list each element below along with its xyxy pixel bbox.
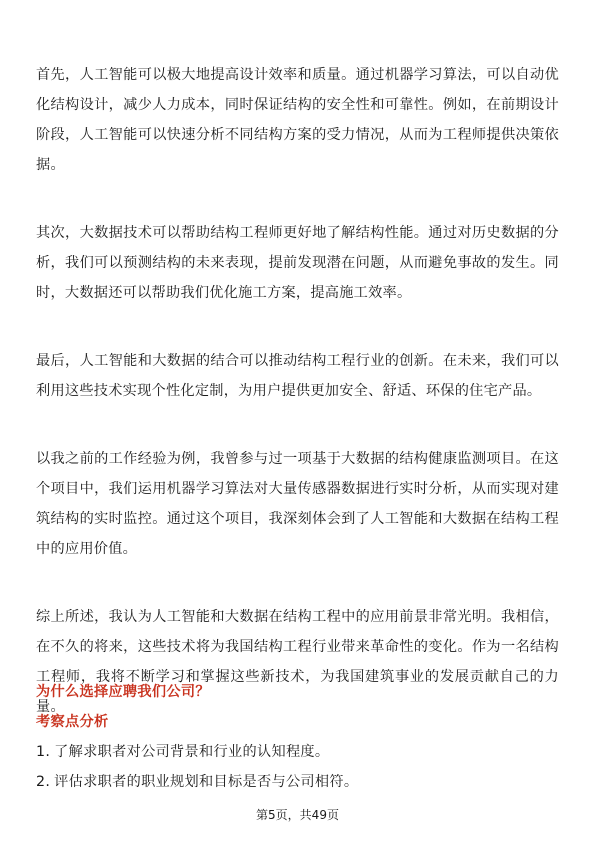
paragraph-second: 其次，大数据技术可以帮助结构工程师更好地了解结构性能。通过对历史数据的分析，我们可以预测结构的未来表现，提前发现潜在问题，从而避免事故的发生。同时，大数据还可以帮助我们优化施工方案，提高施工效率。 [36, 225, 559, 301]
point-number: 2. [36, 774, 51, 790]
point-text: 评估求职者的职业规划和目标是否与公司相符。 [54, 774, 359, 790]
page-footer: 第5页，共49页 [256, 808, 339, 822]
point-text: 了解求职者对公司背景和行业的认知程度。 [54, 744, 330, 760]
question-heading: 为什么选择应聘我们公司？ [36, 684, 210, 700]
analysis-heading: 考察点分析 [36, 714, 109, 730]
answer-body [36, 60, 559, 760]
paragraph-third: 最后，人工智能和大数据的结合可以推动结构工程行业的创新。在未来，我们可以利用这些技术实现个性化定制，为用户提供更加安全、舒适、环保的住宅产品。 [36, 353, 559, 399]
paragraph-first: 首先，人工智能可以极大地提高设计效率和质量。通过机器学习算法，可以自动优化结构设计，减少人力成本，同时保证结构的安全性和可靠性。例如，在前期设计阶段，人工智能可以快速分析不同结构方案的受力情况，从而为工程师提供决策依据。 [36, 67, 559, 173]
analysis-point [36, 770, 559, 794]
paragraph-summary: 综上所述，我认为人工智能和大数据在结构工程中的应用前景非常光明。我相信，在不久的将来，这些技术将为我国结构工程行业带来革命性的变化。作为一名结构工程师，我将不断学习和掌握这些新技术，为我国建筑事业的发展贡献自己的力量。 [36, 609, 559, 715]
paragraph-experience: 以我之前的工作经验为例，我曾参与过一项基于大数据的结构健康监测项目。在这个项目中，我们运用机器学习算法对大量传感器数据进行实时分析，从而实现对建筑结构的实时监控。通过这个项目，我深刻体会到了人工智能和大数据在结构工程中的应用价值。 [36, 451, 559, 557]
analysis-point [36, 740, 559, 764]
point-number: 1. [36, 744, 51, 760]
next-question-section [36, 680, 559, 794]
